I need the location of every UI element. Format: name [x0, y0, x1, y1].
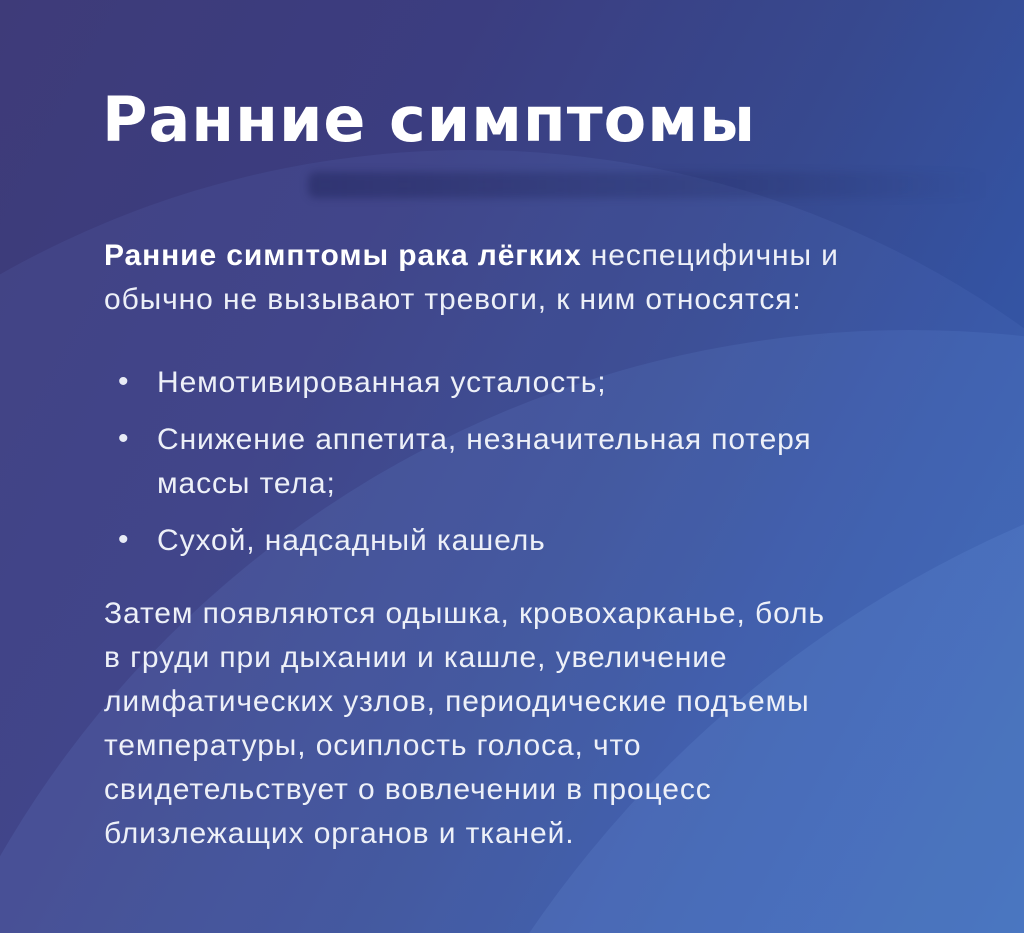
symptoms-list	[104, 361, 812, 576]
outro-paragraph	[104, 592, 825, 856]
list-item-text: массы тела;	[157, 467, 336, 500]
outro-line: близлежащих органов и тканей.	[104, 817, 575, 850]
outro-line: температуры, осиплость голоса, что	[104, 729, 642, 762]
intro-line	[104, 234, 839, 278]
list-item	[104, 519, 812, 563]
ghost-text-artifact	[308, 172, 988, 198]
outro-line: Затем появляются одышка, кровохарканье, боль	[104, 597, 825, 630]
outro-line: свидетельствует о вовлечении в процесс	[104, 773, 712, 806]
bullet-icon: •	[118, 365, 130, 398]
list-item-text: Сухой, надсадный кашель	[157, 524, 546, 557]
list-item	[104, 361, 812, 405]
list-item-text: Немотивированная усталость;	[157, 366, 607, 399]
outro-line: в груди при дыхании и кашле, увеличение	[104, 641, 728, 674]
bullet-icon: •	[118, 523, 130, 556]
list-item-text: Снижение аппетита, незначительная потеря	[157, 423, 812, 456]
intro-line: обычно не вызывают тревоги, к ним относятся:	[104, 283, 802, 316]
intro-regular-text: неспецифичны и	[581, 239, 839, 272]
outro-line: лимфатических узлов, периодические подъемы	[104, 685, 810, 718]
intro-paragraph	[104, 234, 839, 322]
bullet-icon: •	[118, 422, 130, 455]
list-item	[104, 418, 812, 506]
intro-bold-text: Ранние симптомы рака лёгких	[104, 239, 582, 272]
slide-title: Ранние симптомы	[102, 83, 757, 156]
